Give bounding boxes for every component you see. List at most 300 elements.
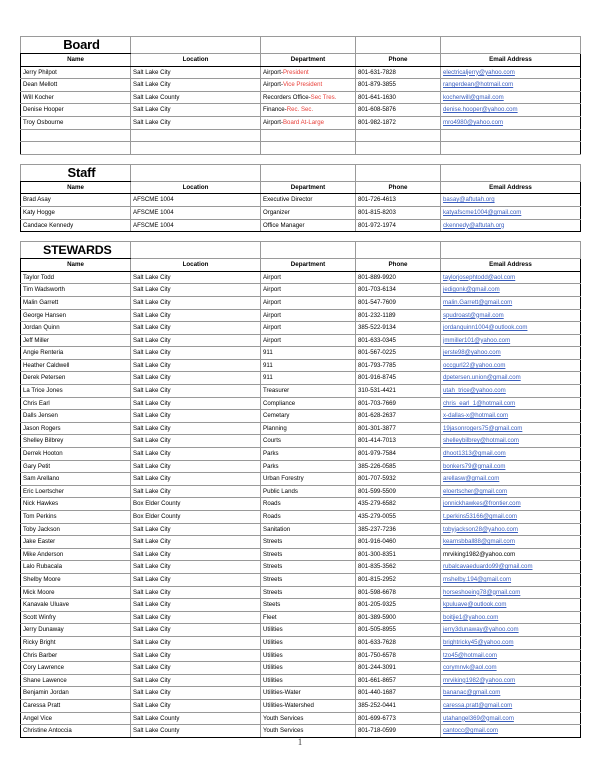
table-row [21,385,581,398]
email-link[interactable]: utah_trice@yahoo.com [443,387,506,395]
department-label: Parks [263,462,279,470]
email-link[interactable]: 19jasonrogers75@gmail.com [443,424,523,432]
cell-department [261,372,356,385]
cell-location: AFSCME 1004 [131,206,261,219]
cell-email[interactable] [441,385,581,398]
cell-email[interactable] [441,485,581,498]
cell-location: Salt Lake City [131,422,261,435]
table-row [21,410,581,423]
cell-email[interactable] [441,334,581,347]
email-link[interactable]: basay@aftutah.org [443,196,495,204]
email-link[interactable]: tzo45@hotmail.com [443,651,497,659]
empty-cell [356,142,441,155]
empty-cell [131,164,261,181]
cell-name: Jason Rogers [21,422,131,435]
cell-department [261,586,356,599]
table-row [21,104,581,117]
cell-phone: 801-598-6678 [356,586,441,599]
email-link[interactable]: shelleybilbrey@hotmail.com [443,437,519,445]
cell-email[interactable] [441,586,581,599]
cell-phone: 435-279-6582 [356,498,441,511]
column-header-row [21,181,581,194]
email-link[interactable]: denise.hooper@yahoo.com [443,106,518,114]
cell-email[interactable] [441,284,581,297]
cell-email[interactable] [441,712,581,725]
cell-department [261,206,356,219]
empty-cell [441,242,581,259]
section-title: Board [21,37,131,54]
email-link[interactable]: caressa.pratt@gmail.com [443,701,513,709]
email-link[interactable]: brightricky45@yahoo.com [443,638,514,646]
email-link[interactable]: bonkers79@gmail.com [443,462,506,470]
email-link[interactable]: arellasw@gmail.com [443,475,500,483]
email-link[interactable]: horseshoeing78@gmail.com [443,588,521,596]
email-link[interactable]: jordanquinn1004@outlook.com [443,324,528,332]
email-link[interactable]: ckennedy@aftutah.org [443,221,505,229]
email-link[interactable]: jonnickhawkes@frontier.com [443,500,521,508]
cell-department [261,649,356,662]
cell-email[interactable] [441,649,581,662]
section-table [20,241,581,738]
cell-name: Kanavale Uluave [21,599,131,612]
cell-email[interactable] [441,511,581,524]
section-title-row [21,164,581,181]
cell-email[interactable] [441,309,581,322]
email-link[interactable]: malin.Garrett@gmail.com [443,298,513,306]
cell-email[interactable] [441,422,581,435]
cell-location: Salt Lake City [131,104,261,117]
cell-phone: 801-244-3091 [356,662,441,675]
department-label: Streets [263,538,283,546]
cell-phone: 801-633-7628 [356,636,441,649]
cell-email[interactable] [441,372,581,385]
cell-name: Angel Vice [21,712,131,725]
cell-phone: 801-633-0345 [356,334,441,347]
department-label: Airport- [263,118,283,126]
column-header: Email Address [441,54,581,67]
table-row [21,334,581,347]
department-role-label: Rec. Sec. [286,106,314,114]
cell-email[interactable] [441,448,581,461]
cell-location: Salt Lake County [131,712,261,725]
cell-phone: 801-641-1630 [356,91,441,104]
cell-email[interactable] [441,536,581,549]
department-label: Utilities [263,626,283,634]
cell-department [261,347,356,360]
column-header: Department [261,259,356,272]
table-row [21,322,581,335]
column-header: Phone [356,181,441,194]
cell-email[interactable] [441,662,581,675]
cell-department [261,91,356,104]
department-label: Utilities-Watershed [263,701,314,709]
cell-name: Sam Arellano [21,473,131,486]
cell-email[interactable] [441,206,581,219]
cell-phone: 801-979-7584 [356,448,441,461]
cell-email[interactable] [441,359,581,372]
cell-department [261,674,356,687]
empty-cell [356,129,441,142]
cell-name: Shelby Moore [21,573,131,586]
table-row [21,699,581,712]
cell-email[interactable] [441,687,581,700]
cell-department [261,687,356,700]
cell-location: Salt Lake City [131,66,261,79]
email-link[interactable]: taylorjosephtodd@aol.com [443,273,516,281]
cell-phone: 385-522-9134 [356,322,441,335]
table-row [21,586,581,599]
cell-email[interactable] [441,347,581,360]
cell-phone: 801-879-3855 [356,79,441,92]
cell-email[interactable] [441,674,581,687]
cell-location: Salt Lake County [131,725,261,738]
cell-department [261,624,356,637]
cell-department [261,699,356,712]
cell-phone: 801-505-8955 [356,624,441,637]
cell-email[interactable] [441,410,581,423]
email-link[interactable]: spudroast@gmail.com [443,311,504,319]
empty-cell [356,242,441,259]
cell-email[interactable] [441,104,581,117]
table-row [21,725,581,738]
cell-location: Salt Lake City [131,573,261,586]
cell-name: Ricky Bright [21,636,131,649]
cell-name: Christine Antoccia [21,725,131,738]
department-label: Utilities [263,638,283,646]
empty-row [21,142,581,155]
department-label: Airport- [263,68,283,76]
cell-phone: 801-414-7013 [356,435,441,448]
cell-name: Mike Anderson [21,548,131,561]
department-label: Roads [263,500,281,508]
cell-department [261,322,356,335]
empty-cell [131,242,261,259]
department-label: Utilities-Water [263,689,301,697]
table-row [21,498,581,511]
cell-email[interactable] [441,573,581,586]
email-link[interactable]: boitjie1@yahoo.com [443,613,499,621]
cell-phone: 801-389-5900 [356,611,441,624]
column-header: Location [131,181,261,194]
email-link[interactable]: jerry3dunaway@yahoo.com [443,626,519,634]
email-link[interactable]: dpetersen.union@gmail.com [443,374,521,382]
cell-email[interactable] [441,498,581,511]
cell-name: Shelley Bilbrey [21,435,131,448]
cell-phone: 801-750-6578 [356,649,441,662]
cell-location: Salt Lake City [131,611,261,624]
cell-department [261,435,356,448]
cell-email[interactable] [441,523,581,536]
cell-department [261,561,356,574]
email-link[interactable]: utahangel369@gmail.com [443,714,514,722]
column-header: Name [21,54,131,67]
cell-location: AFSCME 1004 [131,194,261,207]
cell-department [261,548,356,561]
email-link[interactable]: x-dallas-x@hotmail.com [443,412,509,420]
cell-phone: 801-835-3562 [356,561,441,574]
email-link[interactable]: mro4980@yahoo.com [443,118,504,126]
department-label: Office Manager [263,221,305,229]
cell-phone: 801-300-8351 [356,548,441,561]
table-row [21,548,581,561]
department-label: Airport [263,273,281,281]
cell-name: Lalo Rubacala [21,561,131,574]
department-label: 911 [263,374,273,382]
cell-email[interactable] [441,460,581,473]
cell-department [261,422,356,435]
cell-department [261,116,356,129]
empty-cell [261,242,356,259]
department-label: Streets [263,563,283,571]
cell-phone: 801-661-8657 [356,674,441,687]
cell-email[interactable] [441,624,581,637]
department-label: Public Lands [263,487,298,495]
table-row [21,309,581,322]
cell-department [261,498,356,511]
column-header-row [21,54,581,67]
cell-location: Salt Lake City [131,322,261,335]
email-link[interactable]: cantocc@gmail.com [443,727,498,735]
empty-cell [261,37,356,54]
cell-phone: 801-547-7609 [356,296,441,309]
section-title: STEWARDS [21,242,131,259]
department-label: Airport [263,311,281,319]
email-link[interactable]: occgurl22@yahoo.com [443,361,506,369]
cell-email[interactable] [441,699,581,712]
email-link[interactable]: bananac@gmail.com [443,689,501,697]
cell-phone: 801-567-0225 [356,347,441,360]
table-row [21,66,581,79]
department-label: Cemetary [263,412,290,420]
empty-cell [441,37,581,54]
cell-location: Salt Lake City [131,359,261,372]
cell-email[interactable] [441,296,581,309]
cell-phone: 435-279-0055 [356,511,441,524]
column-header: Location [131,54,261,67]
department-label: Steets [263,601,281,609]
email-link[interactable]: electricaljerry@yahoo.com [443,68,515,76]
table-row [21,611,581,624]
cell-department [261,712,356,725]
cell-phone: 801-628-2637 [356,410,441,423]
email-link[interactable]: tobyjackson28@yahoo.com [443,525,518,533]
cell-phone: 801-440-1687 [356,687,441,700]
cell-phone: 801-982-1872 [356,116,441,129]
table-row [21,448,581,461]
department-label: Youth Services [263,727,304,735]
email-link[interactable]: eloertscher@gmail.com [443,487,508,495]
email-link[interactable]: t.perkins53166@gmail.com [443,513,517,520]
cell-phone: 801-815-2952 [356,573,441,586]
cell-department [261,662,356,675]
cell-name: Benjamin Jordan [21,687,131,700]
email-link[interactable]: jerste98@yahoo.com [443,349,501,357]
department-label: Streets [263,575,283,583]
cell-email[interactable] [441,397,581,410]
table-row [21,687,581,700]
cell-name: Chris Earl [21,397,131,410]
email-link[interactable]: rubalcavaeduardo99@gmail.com [443,563,533,571]
department-label: Parks [263,450,279,458]
cell-email[interactable] [441,548,581,561]
cell-name: Gary Petit [21,460,131,473]
cell-location: Salt Lake City [131,284,261,297]
cell-department [261,284,356,297]
cell-email[interactable] [441,66,581,79]
cell-location: Salt Lake City [131,699,261,712]
cell-department [261,334,356,347]
email-link[interactable]: kocherwill@gmail.com [443,93,504,101]
cell-email[interactable] [441,116,581,129]
cell-location: Salt Lake City [131,309,261,322]
empty-cell [131,142,261,155]
cell-department [261,599,356,612]
email-link[interactable]: mrviking1982@yahoo.com [443,676,516,684]
cell-location: Salt Lake City [131,687,261,700]
cell-department [261,523,356,536]
cell-name: Heather Caldwell [21,359,131,372]
cell-email[interactable] [441,271,581,284]
email-link[interactable]: jedigonk@gmail.com [443,286,500,294]
department-label: Utilities [263,676,283,684]
section-gap [20,232,580,241]
email-link[interactable]: chris_earl_1@hotmail.com [443,399,516,407]
cell-name: Nick Hawkes [21,498,131,511]
cell-department [261,271,356,284]
email-link[interactable]: katyafscme1004@gmail.com [443,208,522,216]
cell-location: Salt Lake City [131,448,261,461]
cell-email[interactable] [441,194,581,207]
cell-department [261,79,356,92]
cell-email[interactable] [441,91,581,104]
email-link[interactable]: mshelby.194@gmail.com [443,575,512,583]
department-label: Streets [263,550,283,558]
column-header: Email Address [441,181,581,194]
cell-location: Box Elder County [131,511,261,524]
section-gap [20,155,580,164]
email-link[interactable]: rangerdean@hotmail.com [443,81,514,89]
cell-name: Jeff Miller [21,334,131,347]
empty-row [21,129,581,142]
table-row [21,219,581,232]
email-link[interactable]: dhoot1313@gmail.com [443,450,506,458]
cell-email[interactable] [441,79,581,92]
email-link[interactable]: corymnvk@aol.com [443,664,497,672]
department-label: Executive Director [263,196,313,204]
cell-department [261,359,356,372]
cell-name: Eric Loertscher [21,485,131,498]
table-row [21,359,581,372]
column-header: Location [131,259,261,272]
table-row [21,712,581,725]
section-title: Staff [21,164,131,181]
table-row [21,536,581,549]
table-row [21,372,581,385]
cell-name: Derek Petersen [21,372,131,385]
cell-phone: 801-599-5509 [356,485,441,498]
cell-name: Tim Wadsworth [21,284,131,297]
cell-location: Salt Lake City [131,296,261,309]
section-table [20,36,581,155]
department-label: 911 [263,361,273,369]
cell-email[interactable] [441,219,581,232]
cell-department [261,104,356,117]
cell-phone: 385-237-7236 [356,523,441,536]
table-row [21,422,581,435]
cell-department [261,219,356,232]
cell-name: Dalls Jensen [21,410,131,423]
department-label: Streets [263,588,283,596]
cell-phone: 801-916-0460 [356,536,441,549]
table-row [21,460,581,473]
email-link[interactable]: kearnsbball88@gmail.com [443,538,515,546]
table-row [21,206,581,219]
cell-name: Candace Kennedy [21,219,131,232]
cell-email[interactable] [441,636,581,649]
table-row [21,662,581,675]
cell-department [261,536,356,549]
cell-phone: 801-608-5876 [356,104,441,117]
cell-name: Angie Renteria [21,347,131,360]
cell-email[interactable] [441,322,581,335]
cell-location: Salt Lake City [131,662,261,675]
cell-department [261,485,356,498]
cell-email[interactable] [441,725,581,738]
cell-email[interactable] [441,599,581,612]
cell-name: George Hansen [21,309,131,322]
column-header-row [21,259,581,272]
cell-name: Tom Perkins [21,511,131,524]
empty-cell [441,164,581,181]
department-role-label: President [282,68,309,76]
cell-name: Dean Mellott [21,79,131,92]
cell-phone: 801-205-9325 [356,599,441,612]
section-title-row [21,37,581,54]
department-label: Organizer [263,208,290,216]
email-link[interactable]: kpuluave@outlook.com [443,601,507,609]
empty-cell [261,142,356,155]
department-label: Courts [263,437,281,445]
department-label: Airport [263,298,281,306]
cell-name: Taylor Todd [21,271,131,284]
cell-email[interactable] [441,561,581,574]
cell-location: Salt Lake City [131,410,261,423]
email-link[interactable]: jmmiller101@yahoo.com [443,336,511,344]
column-header: Department [261,54,356,67]
cell-department [261,611,356,624]
department-label: Airport [263,336,281,344]
cell-location: Salt Lake City [131,347,261,360]
cell-email[interactable] [441,611,581,624]
table-row [21,194,581,207]
cell-name: La Trice Jones [21,385,131,398]
department-label: Fleet [263,613,277,621]
cell-name: Scott Winfry [21,611,131,624]
cell-name: Shane Lawence [21,674,131,687]
cell-phone: 310-531-4421 [356,385,441,398]
cell-email[interactable] [441,435,581,448]
table-row [21,649,581,662]
cell-name: Toby Jackson [21,523,131,536]
cell-email[interactable] [441,473,581,486]
cell-name: Jerry Philpot [21,66,131,79]
table-row [21,636,581,649]
cell-phone: 801-889-9920 [356,271,441,284]
email-link[interactable]: mrviking1982@yahoo.com [443,550,516,558]
table-row [21,91,581,104]
cell-department [261,194,356,207]
cell-department [261,473,356,486]
